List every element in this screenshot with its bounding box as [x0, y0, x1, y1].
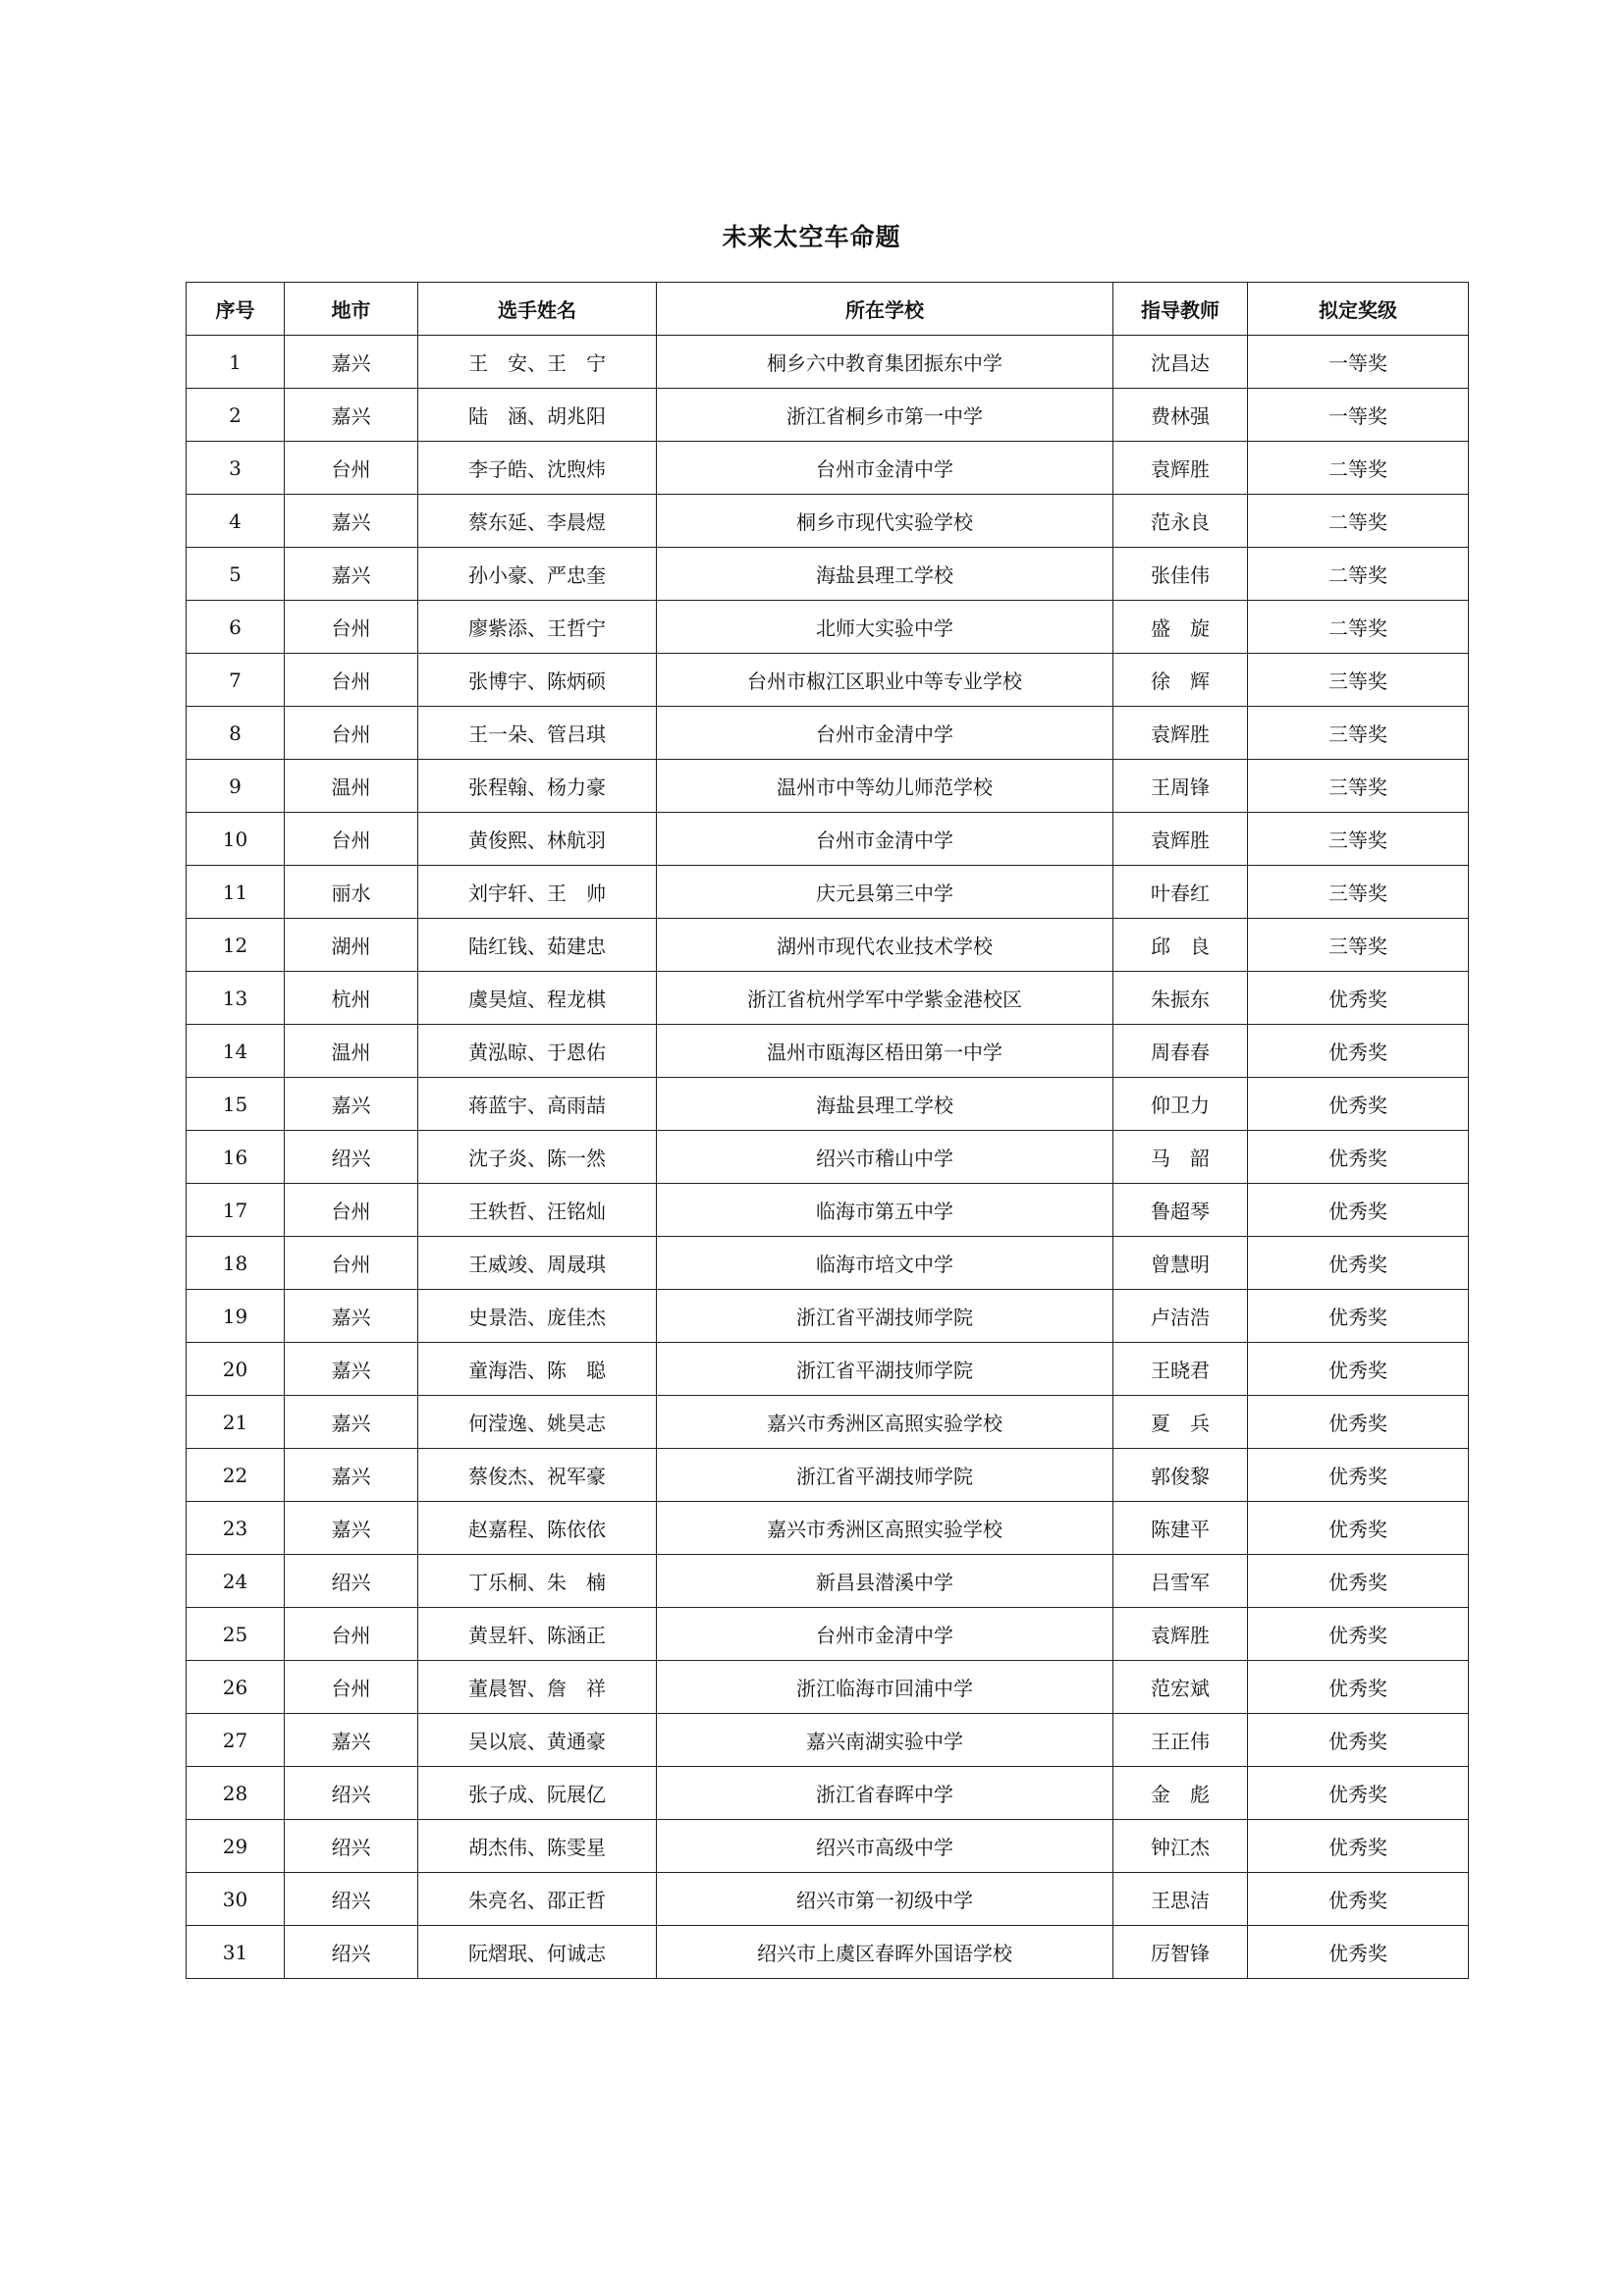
cell-names: 沈子炎、陈一然	[418, 1131, 657, 1184]
cell-names: 黄昱轩、陈涵正	[418, 1608, 657, 1661]
header-award: 拟定奖级	[1248, 283, 1469, 336]
table-row	[187, 336, 1469, 389]
cell-city: 绍兴	[285, 1873, 418, 1926]
cell-city: 台州	[285, 601, 418, 654]
cell-city: 丽水	[285, 866, 418, 919]
cell-names: 蔡俊杰、祝军豪	[418, 1449, 657, 1502]
cell-no: 1	[187, 336, 285, 389]
cell-school: 海盐县理工学校	[657, 548, 1113, 601]
award-table	[186, 282, 1469, 1979]
cell-no: 18	[187, 1237, 285, 1290]
cell-award: 三等奖	[1248, 866, 1469, 919]
cell-no: 15	[187, 1078, 285, 1131]
cell-names: 虞昊煊、程龙棋	[418, 972, 657, 1025]
table-row	[187, 1608, 1469, 1661]
cell-teacher: 陈建平	[1113, 1502, 1248, 1555]
cell-award: 三等奖	[1248, 813, 1469, 866]
cell-award: 二等奖	[1248, 495, 1469, 548]
cell-city: 台州	[285, 442, 418, 495]
cell-names: 张博宇、陈炳硕	[418, 654, 657, 707]
table-row	[187, 1131, 1469, 1184]
cell-school: 浙江省平湖技师学院	[657, 1449, 1113, 1502]
cell-school: 新昌县潜溪中学	[657, 1555, 1113, 1608]
cell-school: 临海市培文中学	[657, 1237, 1113, 1290]
cell-school: 浙江省桐乡市第一中学	[657, 389, 1113, 442]
cell-award: 二等奖	[1248, 601, 1469, 654]
cell-teacher: 费林强	[1113, 389, 1248, 442]
cell-teacher: 王思洁	[1113, 1873, 1248, 1926]
cell-no: 9	[187, 760, 285, 813]
cell-teacher: 盛 旋	[1113, 601, 1248, 654]
cell-names: 李子皓、沈煦炜	[418, 442, 657, 495]
cell-school: 温州市中等幼儿师范学校	[657, 760, 1113, 813]
cell-no: 4	[187, 495, 285, 548]
cell-teacher: 钟江杰	[1113, 1820, 1248, 1873]
cell-school: 嘉兴南湖实验中学	[657, 1714, 1113, 1767]
cell-names: 何滢逸、姚昊志	[418, 1396, 657, 1449]
cell-teacher: 张佳伟	[1113, 548, 1248, 601]
cell-city: 温州	[285, 760, 418, 813]
table-body	[187, 336, 1469, 1979]
cell-teacher: 马 韶	[1113, 1131, 1248, 1184]
cell-award: 优秀奖	[1248, 1449, 1469, 1502]
cell-no: 31	[187, 1926, 285, 1979]
cell-names: 阮熠珉、何诚志	[418, 1926, 657, 1979]
cell-no: 27	[187, 1714, 285, 1767]
cell-school: 浙江省杭州学军中学紫金港校区	[657, 972, 1113, 1025]
cell-award: 优秀奖	[1248, 1926, 1469, 1979]
cell-award: 优秀奖	[1248, 1237, 1469, 1290]
cell-school: 台州市金清中学	[657, 442, 1113, 495]
cell-city: 台州	[285, 1608, 418, 1661]
cell-teacher: 周春春	[1113, 1025, 1248, 1078]
cell-school: 桐乡六中教育集团振东中学	[657, 336, 1113, 389]
cell-names: 蔡东延、李晨煜	[418, 495, 657, 548]
header-city: 地市	[285, 283, 418, 336]
cell-teacher: 范永良	[1113, 495, 1248, 548]
cell-no: 25	[187, 1608, 285, 1661]
table-row	[187, 1290, 1469, 1343]
cell-teacher: 袁辉胜	[1113, 442, 1248, 495]
cell-no: 16	[187, 1131, 285, 1184]
cell-no: 20	[187, 1343, 285, 1396]
table-row	[187, 1078, 1469, 1131]
cell-city: 台州	[285, 1237, 418, 1290]
cell-city: 绍兴	[285, 1926, 418, 1979]
cell-teacher: 吕雪军	[1113, 1555, 1248, 1608]
cell-award: 二等奖	[1248, 442, 1469, 495]
cell-school: 北师大实验中学	[657, 601, 1113, 654]
cell-teacher: 王周锋	[1113, 760, 1248, 813]
cell-award: 一等奖	[1248, 336, 1469, 389]
cell-city: 台州	[285, 813, 418, 866]
cell-award: 优秀奖	[1248, 1078, 1469, 1131]
document-title: 未来太空车命题	[722, 223, 901, 251]
cell-names: 黄泓晾、于恩佑	[418, 1025, 657, 1078]
cell-school: 嘉兴市秀洲区高照实验学校	[657, 1502, 1113, 1555]
cell-names: 丁乐桐、朱 楠	[418, 1555, 657, 1608]
cell-teacher: 沈昌达	[1113, 336, 1248, 389]
table-row	[187, 1767, 1469, 1820]
cell-city: 绍兴	[285, 1131, 418, 1184]
cell-no: 11	[187, 866, 285, 919]
cell-city: 温州	[285, 1025, 418, 1078]
cell-no: 5	[187, 548, 285, 601]
cell-names: 张程翰、杨力豪	[418, 760, 657, 813]
cell-no: 10	[187, 813, 285, 866]
cell-award: 三等奖	[1248, 707, 1469, 760]
cell-award: 优秀奖	[1248, 1767, 1469, 1820]
cell-no: 17	[187, 1184, 285, 1237]
table-row	[187, 1820, 1469, 1873]
cell-city: 嘉兴	[285, 1290, 418, 1343]
cell-names: 吴以宸、黄通豪	[418, 1714, 657, 1767]
table-row	[187, 1237, 1469, 1290]
cell-city: 嘉兴	[285, 1396, 418, 1449]
table-row	[187, 1343, 1469, 1396]
cell-award: 一等奖	[1248, 389, 1469, 442]
cell-names: 胡杰伟、陈雯星	[418, 1820, 657, 1873]
table-row	[187, 548, 1469, 601]
cell-no: 3	[187, 442, 285, 495]
cell-school: 绍兴市上虞区春晖外国语学校	[657, 1926, 1113, 1979]
cell-teacher: 厉智锋	[1113, 1926, 1248, 1979]
cell-award: 优秀奖	[1248, 1396, 1469, 1449]
cell-teacher: 卢洁浩	[1113, 1290, 1248, 1343]
cell-school: 浙江省春晖中学	[657, 1767, 1113, 1820]
cell-city: 台州	[285, 1661, 418, 1714]
header-names: 选手姓名	[418, 283, 657, 336]
cell-award: 优秀奖	[1248, 1290, 1469, 1343]
cell-names: 刘宇轩、王 帅	[418, 866, 657, 919]
cell-school: 嘉兴市秀洲区高照实验学校	[657, 1396, 1113, 1449]
cell-city: 嘉兴	[285, 1714, 418, 1767]
table-row	[187, 495, 1469, 548]
cell-school: 浙江省平湖技师学院	[657, 1290, 1113, 1343]
cell-no: 24	[187, 1555, 285, 1608]
cell-school: 台州市金清中学	[657, 1608, 1113, 1661]
cell-no: 13	[187, 972, 285, 1025]
cell-teacher: 邱 良	[1113, 919, 1248, 972]
table-row	[187, 601, 1469, 654]
cell-names: 陆 涵、胡兆阳	[418, 389, 657, 442]
table-row	[187, 1873, 1469, 1926]
cell-school: 湖州市现代农业技术学校	[657, 919, 1113, 972]
cell-award: 优秀奖	[1248, 1502, 1469, 1555]
table-row	[187, 1661, 1469, 1714]
cell-no: 21	[187, 1396, 285, 1449]
cell-names: 王一朵、管吕琪	[418, 707, 657, 760]
cell-award: 优秀奖	[1248, 1714, 1469, 1767]
cell-teacher: 郭俊黎	[1113, 1449, 1248, 1502]
cell-award: 优秀奖	[1248, 1873, 1469, 1926]
table-row	[187, 972, 1469, 1025]
cell-no: 28	[187, 1767, 285, 1820]
cell-city: 杭州	[285, 972, 418, 1025]
table-row	[187, 866, 1469, 919]
cell-city: 嘉兴	[285, 1502, 418, 1555]
table-row	[187, 1555, 1469, 1608]
cell-teacher: 王正伟	[1113, 1714, 1248, 1767]
table-header	[187, 283, 1469, 336]
cell-city: 嘉兴	[285, 389, 418, 442]
cell-no: 29	[187, 1820, 285, 1873]
cell-names: 黄俊熙、林航羽	[418, 813, 657, 866]
table-row	[187, 1396, 1469, 1449]
cell-award: 优秀奖	[1248, 1025, 1469, 1078]
cell-school: 台州市金清中学	[657, 707, 1113, 760]
cell-city: 台州	[285, 707, 418, 760]
cell-no: 6	[187, 601, 285, 654]
cell-award: 二等奖	[1248, 548, 1469, 601]
cell-city: 嘉兴	[285, 1343, 418, 1396]
cell-city: 嘉兴	[285, 1449, 418, 1502]
table-row	[187, 1449, 1469, 1502]
cell-names: 史景浩、庞佳杰	[418, 1290, 657, 1343]
cell-names: 孙小豪、严忠奎	[418, 548, 657, 601]
cell-names: 朱亮名、邵正哲	[418, 1873, 657, 1926]
header-no: 序号	[187, 283, 285, 336]
cell-city: 嘉兴	[285, 548, 418, 601]
cell-names: 童海浩、陈 聪	[418, 1343, 657, 1396]
cell-no: 2	[187, 389, 285, 442]
cell-school: 浙江省平湖技师学院	[657, 1343, 1113, 1396]
cell-teacher: 鲁超琴	[1113, 1184, 1248, 1237]
cell-names: 张子成、阮展亿	[418, 1767, 657, 1820]
cell-city: 绍兴	[285, 1820, 418, 1873]
table-row	[187, 1714, 1469, 1767]
cell-school: 台州市金清中学	[657, 813, 1113, 866]
header-row	[187, 283, 1469, 336]
cell-teacher: 叶春红	[1113, 866, 1248, 919]
cell-teacher: 徐 辉	[1113, 654, 1248, 707]
cell-award: 优秀奖	[1248, 1661, 1469, 1714]
cell-no: 26	[187, 1661, 285, 1714]
cell-award: 三等奖	[1248, 919, 1469, 972]
cell-no: 19	[187, 1290, 285, 1343]
cell-school: 绍兴市稽山中学	[657, 1131, 1113, 1184]
cell-names: 王威竣、周晟琪	[418, 1237, 657, 1290]
cell-award: 优秀奖	[1248, 972, 1469, 1025]
cell-award: 优秀奖	[1248, 1131, 1469, 1184]
cell-names: 董晨智、詹 祥	[418, 1661, 657, 1714]
cell-teacher: 袁辉胜	[1113, 1608, 1248, 1661]
cell-school: 临海市第五中学	[657, 1184, 1113, 1237]
cell-award: 三等奖	[1248, 654, 1469, 707]
cell-names: 赵嘉程、陈依依	[418, 1502, 657, 1555]
cell-school: 台州市椒江区职业中等专业学校	[657, 654, 1113, 707]
cell-award: 三等奖	[1248, 760, 1469, 813]
cell-teacher: 范宏斌	[1113, 1661, 1248, 1714]
cell-names: 陆红钱、茹建忠	[418, 919, 657, 972]
cell-no: 22	[187, 1449, 285, 1502]
cell-names: 廖紫添、王哲宁	[418, 601, 657, 654]
cell-school: 桐乡市现代实验学校	[657, 495, 1113, 548]
cell-no: 12	[187, 919, 285, 972]
cell-no: 30	[187, 1873, 285, 1926]
cell-award: 优秀奖	[1248, 1820, 1469, 1873]
table-row	[187, 389, 1469, 442]
cell-school: 温州市瓯海区梧田第一中学	[657, 1025, 1113, 1078]
cell-teacher: 曾慧明	[1113, 1237, 1248, 1290]
cell-names: 王轶哲、汪铭灿	[418, 1184, 657, 1237]
cell-school: 海盐县理工学校	[657, 1078, 1113, 1131]
table-row	[187, 919, 1469, 972]
cell-city: 台州	[285, 654, 418, 707]
cell-award: 优秀奖	[1248, 1555, 1469, 1608]
cell-city: 湖州	[285, 919, 418, 972]
cell-teacher: 夏 兵	[1113, 1396, 1248, 1449]
cell-city: 嘉兴	[285, 1078, 418, 1131]
table-row	[187, 654, 1469, 707]
cell-no: 7	[187, 654, 285, 707]
cell-city: 绍兴	[285, 1767, 418, 1820]
cell-school: 庆元县第三中学	[657, 866, 1113, 919]
cell-award: 优秀奖	[1248, 1343, 1469, 1396]
cell-no: 23	[187, 1502, 285, 1555]
cell-teacher: 朱振东	[1113, 972, 1248, 1025]
table-row	[187, 760, 1469, 813]
table-row	[187, 707, 1469, 760]
cell-award: 优秀奖	[1248, 1608, 1469, 1661]
table-row	[187, 1184, 1469, 1237]
cell-teacher: 仰卫力	[1113, 1078, 1248, 1131]
cell-teacher: 袁辉胜	[1113, 813, 1248, 866]
table-row	[187, 813, 1469, 866]
cell-school: 浙江临海市回浦中学	[657, 1661, 1113, 1714]
table-row	[187, 1926, 1469, 1979]
table-row	[187, 442, 1469, 495]
cell-city: 嘉兴	[285, 336, 418, 389]
cell-names: 蒋蓝宇、高雨喆	[418, 1078, 657, 1131]
cell-no: 14	[187, 1025, 285, 1078]
cell-teacher: 金 彪	[1113, 1767, 1248, 1820]
table-row	[187, 1025, 1469, 1078]
cell-award: 优秀奖	[1248, 1184, 1469, 1237]
cell-city: 绍兴	[285, 1555, 418, 1608]
cell-no: 8	[187, 707, 285, 760]
cell-school: 绍兴市高级中学	[657, 1820, 1113, 1873]
cell-school: 绍兴市第一初级中学	[657, 1873, 1113, 1926]
cell-teacher: 袁辉胜	[1113, 707, 1248, 760]
cell-names: 王 安、王 宁	[418, 336, 657, 389]
cell-city: 台州	[285, 1184, 418, 1237]
cell-city: 嘉兴	[285, 495, 418, 548]
header-school: 所在学校	[657, 283, 1113, 336]
table-row	[187, 1502, 1469, 1555]
header-teacher: 指导教师	[1113, 283, 1248, 336]
cell-teacher: 王晓君	[1113, 1343, 1248, 1396]
